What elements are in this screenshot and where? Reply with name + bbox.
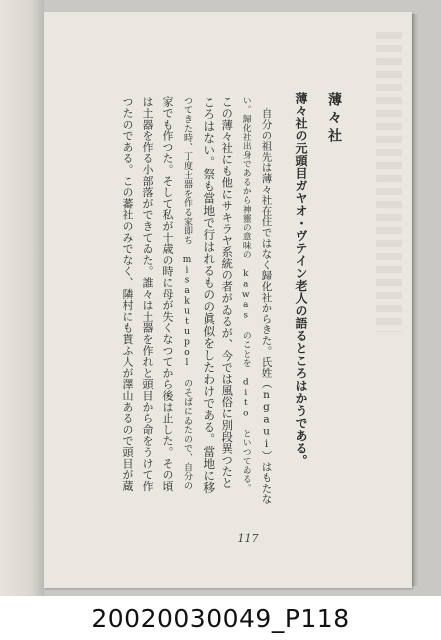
- body-line-2: い。歸化社出身であるから神靈の意味の kawas のことを dito といつてゐる。: [240, 96, 251, 493]
- body-line-8: つたのである。この蕃社のみでなく、隣村にも貰ふ人が澤山あるので頭目が蔵: [121, 96, 134, 492]
- body-line-7: は土器を作る小部落ができてゐた。誰々は土器を作れと頭目から命をうけて作: [141, 96, 154, 492]
- book-page: [44, 12, 412, 588]
- body-line-6: 家でも作つた。そして私が十歳の時に母が失くなつてから後は止した。その頃: [161, 96, 174, 492]
- body-line-4: ころはない。祭も當地で行はれるものの眞似をしたわけである。當地に移: [201, 96, 216, 494]
- body-line-5: つてきた時、丁度土器を作る家即ち misakutupol のそばにゐたので、自分の: [182, 96, 192, 491]
- body-line-1: 自分の祖先は薄々社在住ではなく歸化社からきた。氏姓（ngaui）はもたな: [260, 108, 273, 505]
- book-spine-shadow: [0, 0, 44, 596]
- page-number: 117: [237, 532, 259, 545]
- show-through-text: [376, 32, 402, 332]
- body-line-3: この薄々社にも他にサキラヤ系統の者がゐるが、今では風俗に別段異つたと: [220, 96, 234, 489]
- page-stack-edge: [412, 14, 418, 586]
- section-subtitle: 薄々社の元頭目ガヤオ・ヴテイン老人の語るところはかうである。: [294, 92, 308, 467]
- section-title: 薄々社: [326, 92, 342, 146]
- image-id-caption: 20020030049_P118: [0, 598, 441, 640]
